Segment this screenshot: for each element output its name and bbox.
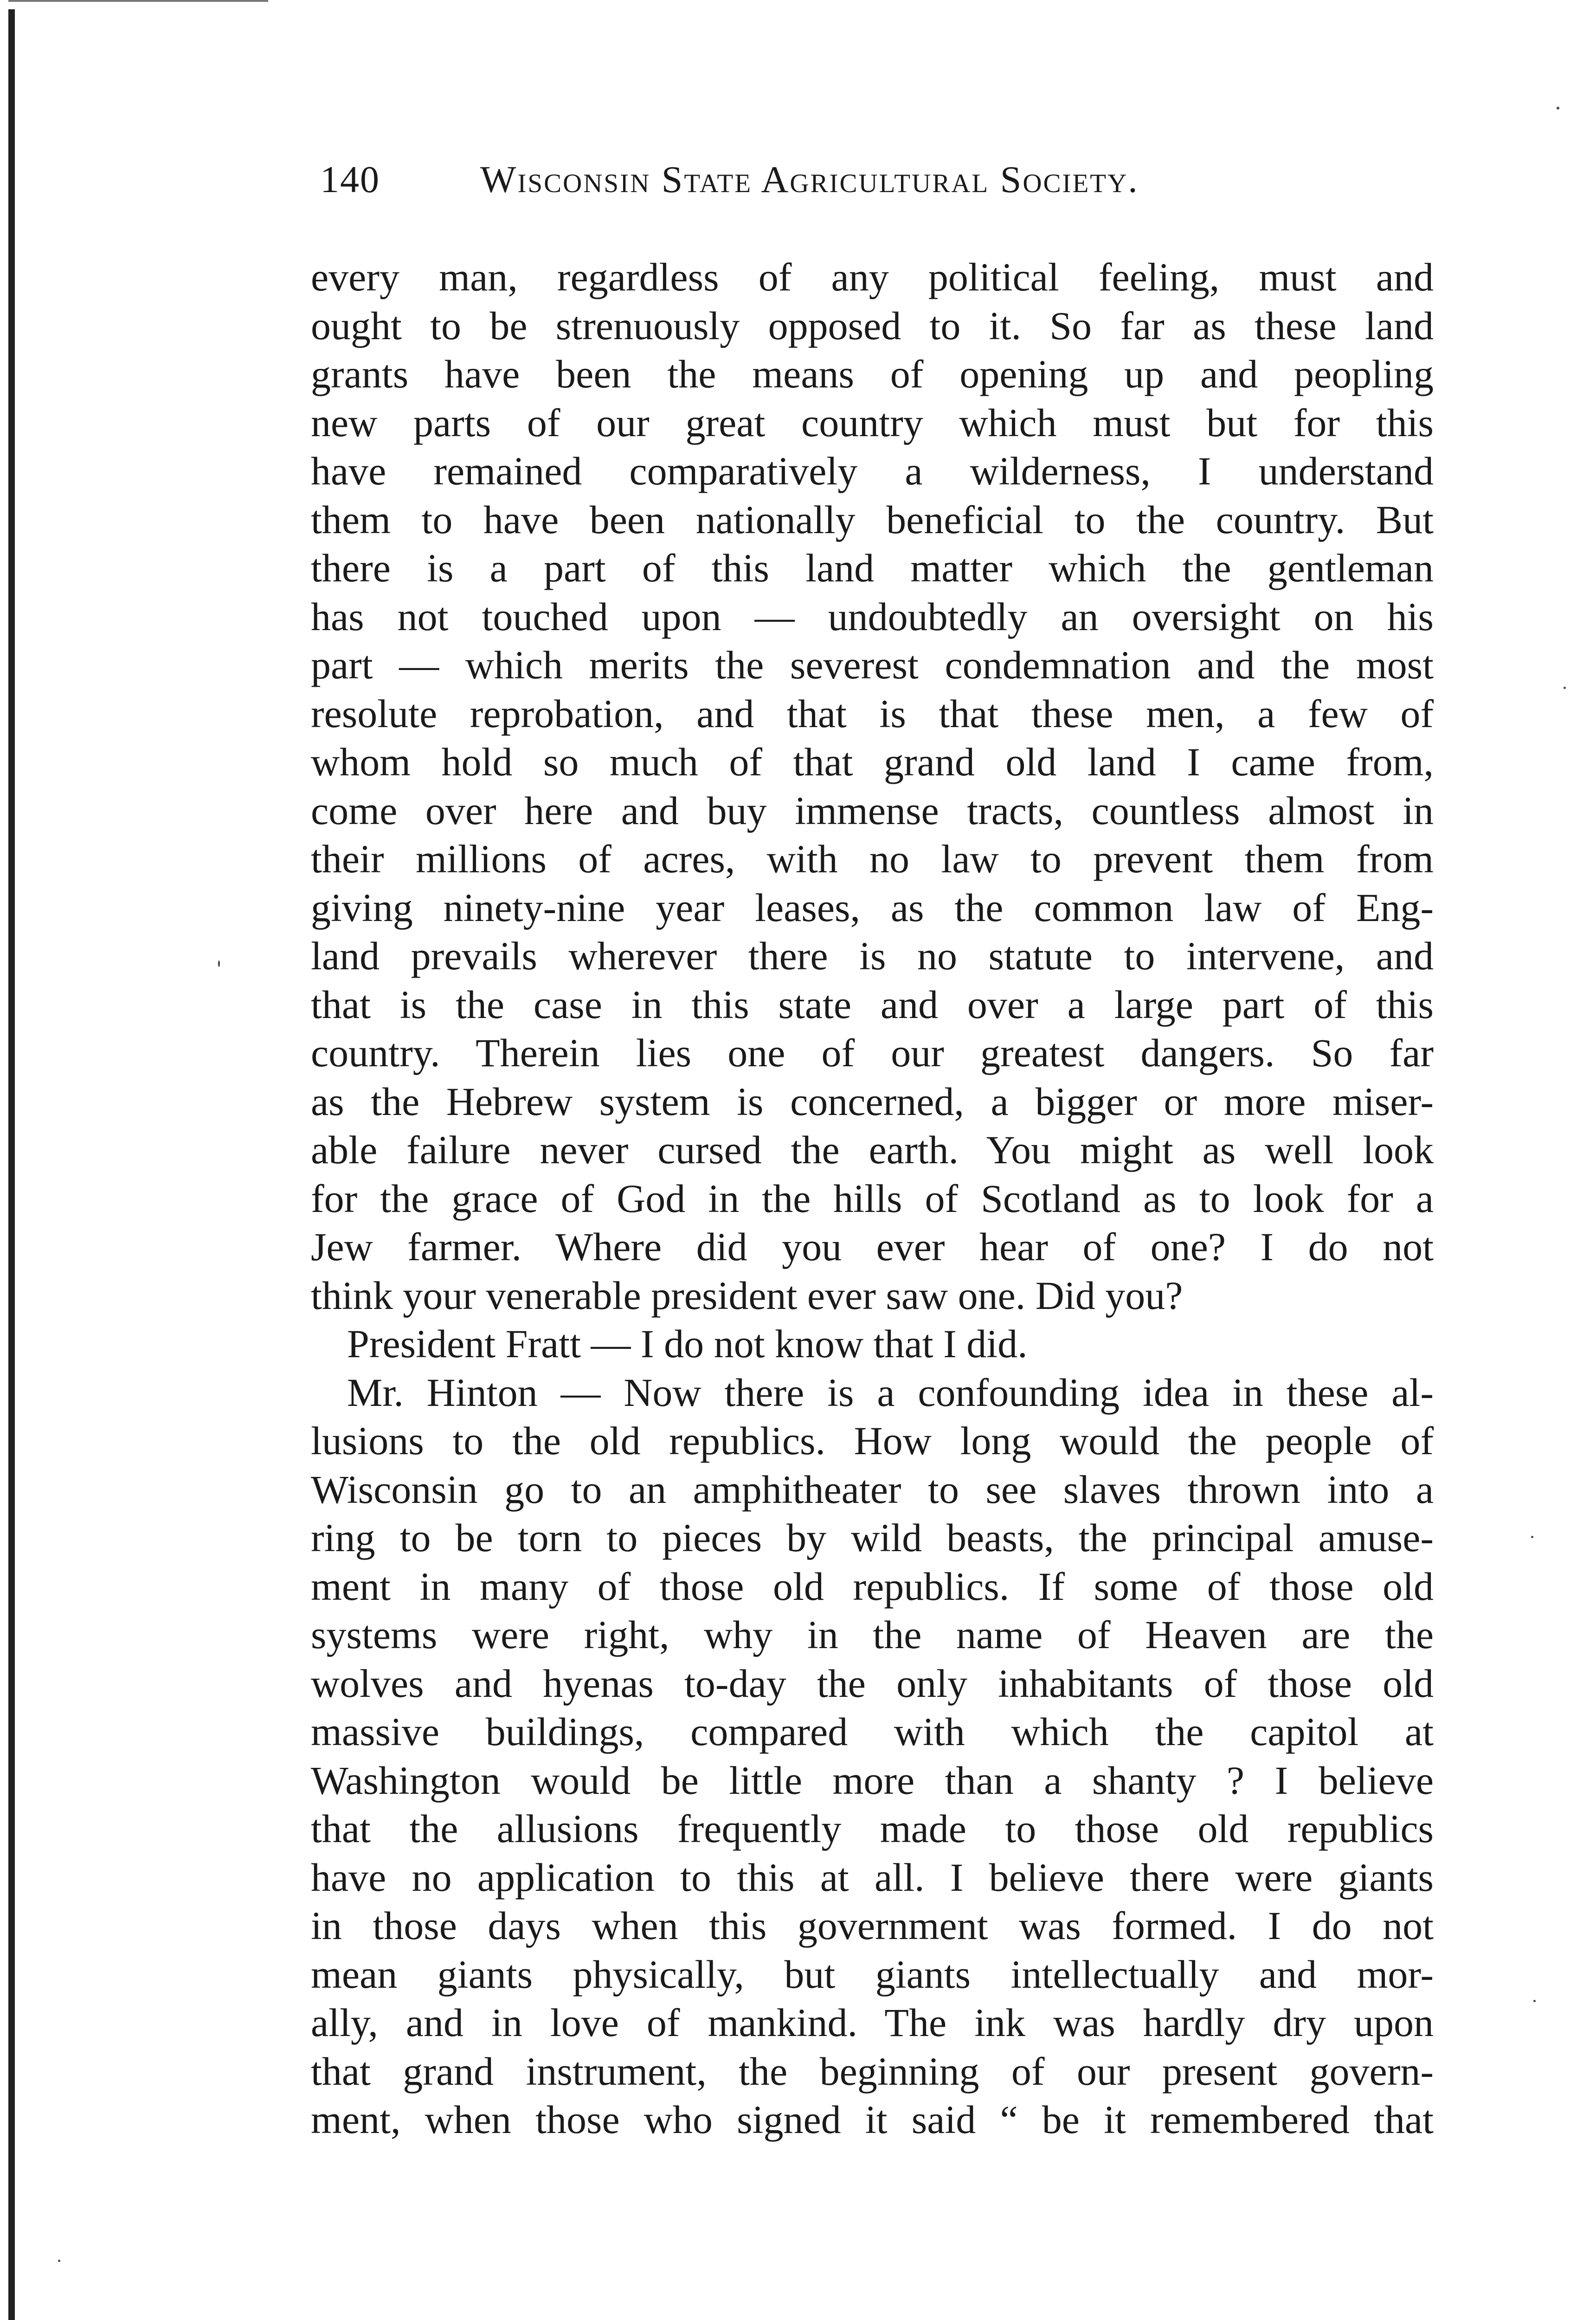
text-line: has not touched upon — undoubtedly an oversight on his <box>311 594 1434 639</box>
text-line: for the grace of God in the hills of Scotland as to look for a <box>311 1176 1434 1221</box>
text-line: grants have been the means of opening up and peopling <box>311 352 1434 396</box>
text-line: whom hold so much of that grand old land I came from, <box>311 740 1434 784</box>
text-line: think your venerable president ever saw one. Did you? <box>311 1273 1183 1318</box>
speck <box>1531 1536 1533 1538</box>
text-line: Jew farmer. Where did you ever hear of one? I do not <box>311 1224 1434 1269</box>
text-line: systems were right, why in the name of Heaven are the <box>311 1612 1434 1657</box>
page-number: 140 <box>320 158 380 200</box>
page-edge-left <box>8 9 15 2320</box>
text-line: their millions of acres, with no law to prevent them from <box>311 837 1434 881</box>
text-line: ring to be torn to pieces by wild beasts, the principal amuse- <box>311 1515 1434 1560</box>
page-header <box>320 158 1294 213</box>
text-line: mean giants physically, but giants intellectually and mor- <box>311 1952 1434 1997</box>
running-title: Wisconsin State Agricultural Society. <box>480 158 1139 200</box>
text-line: that the allusions frequently made to those old republics <box>311 1806 1434 1851</box>
text-line: that grand instrument, the beginning of our present govern- <box>311 2049 1434 2094</box>
text-line: as the Hebrew system is concerned, a bigger or more miser- <box>311 1079 1434 1124</box>
text-line: new parts of our great country which must but for this <box>311 400 1434 445</box>
text-line: Wisconsin go to an amphitheater to see slaves thrown into a <box>311 1467 1434 1512</box>
text-line: massive buildings, compared with which the capitol at <box>311 1709 1434 1754</box>
text-line: have remained comparatively a wilderness, I understand <box>311 449 1434 493</box>
text-line: every man, regardless of any political feeling, must and <box>311 255 1434 299</box>
speck <box>1533 2000 1536 2002</box>
speck <box>1564 687 1566 689</box>
speck <box>1557 107 1559 110</box>
text-line: ment, when those who signed it said “ be it remembered that <box>311 2097 1434 2142</box>
text-line: them to have been nationally beneficial to the country. But <box>311 497 1434 542</box>
text-line: ally, and in love of mankind. The ink was hardly dry upon <box>311 2000 1434 2045</box>
text-line: country. Therein lies one of our greatest dangers. So far <box>311 1031 1434 1075</box>
text-line: ment in many of those old republics. If some of those old <box>311 1564 1434 1609</box>
text-line: have no application to this at all. I believe there were giants <box>311 1855 1434 1900</box>
text-line: giving ninety-nine year leases, as the common law of Eng- <box>311 885 1434 930</box>
body-text <box>311 253 1434 2144</box>
text-line: ought to be strenuously opposed to it. So far as these land <box>311 303 1434 348</box>
speaker-line: President Fratt — I do not know that I did. <box>347 1321 1028 1366</box>
page-edge-top <box>8 0 268 2</box>
speaker-line: Mr. Hinton — Now there is a confounding idea in these al- <box>347 1370 1434 1415</box>
speck <box>218 960 220 967</box>
text-line: wolves and hyenas to-day the only inhabitants of those old <box>311 1661 1434 1706</box>
text-line: able failure never cursed the earth. You might as well look <box>311 1128 1434 1172</box>
text-line: Washington would be little more than a shanty ? I believe <box>311 1758 1434 1803</box>
text-line: come over here and buy immense tracts, countless almost in <box>311 788 1434 833</box>
text-line: in those days when this government was formed. I do not <box>311 1903 1434 1948</box>
text-line: land prevails wherever there is no statute to intervene, and <box>311 934 1434 978</box>
text-line: there is a part of this land matter which the gentleman <box>311 546 1434 590</box>
text-line: lusions to the old republics. How long would the people of <box>311 1418 1434 1463</box>
speck <box>58 2260 60 2262</box>
text-line: part — which merits the severest condemnation and the most <box>311 643 1434 687</box>
text-line: that is the case in this state and over a large part of this <box>311 982 1434 1027</box>
text-line: resolute reprobation, and that is that these men, a few of <box>311 691 1434 736</box>
